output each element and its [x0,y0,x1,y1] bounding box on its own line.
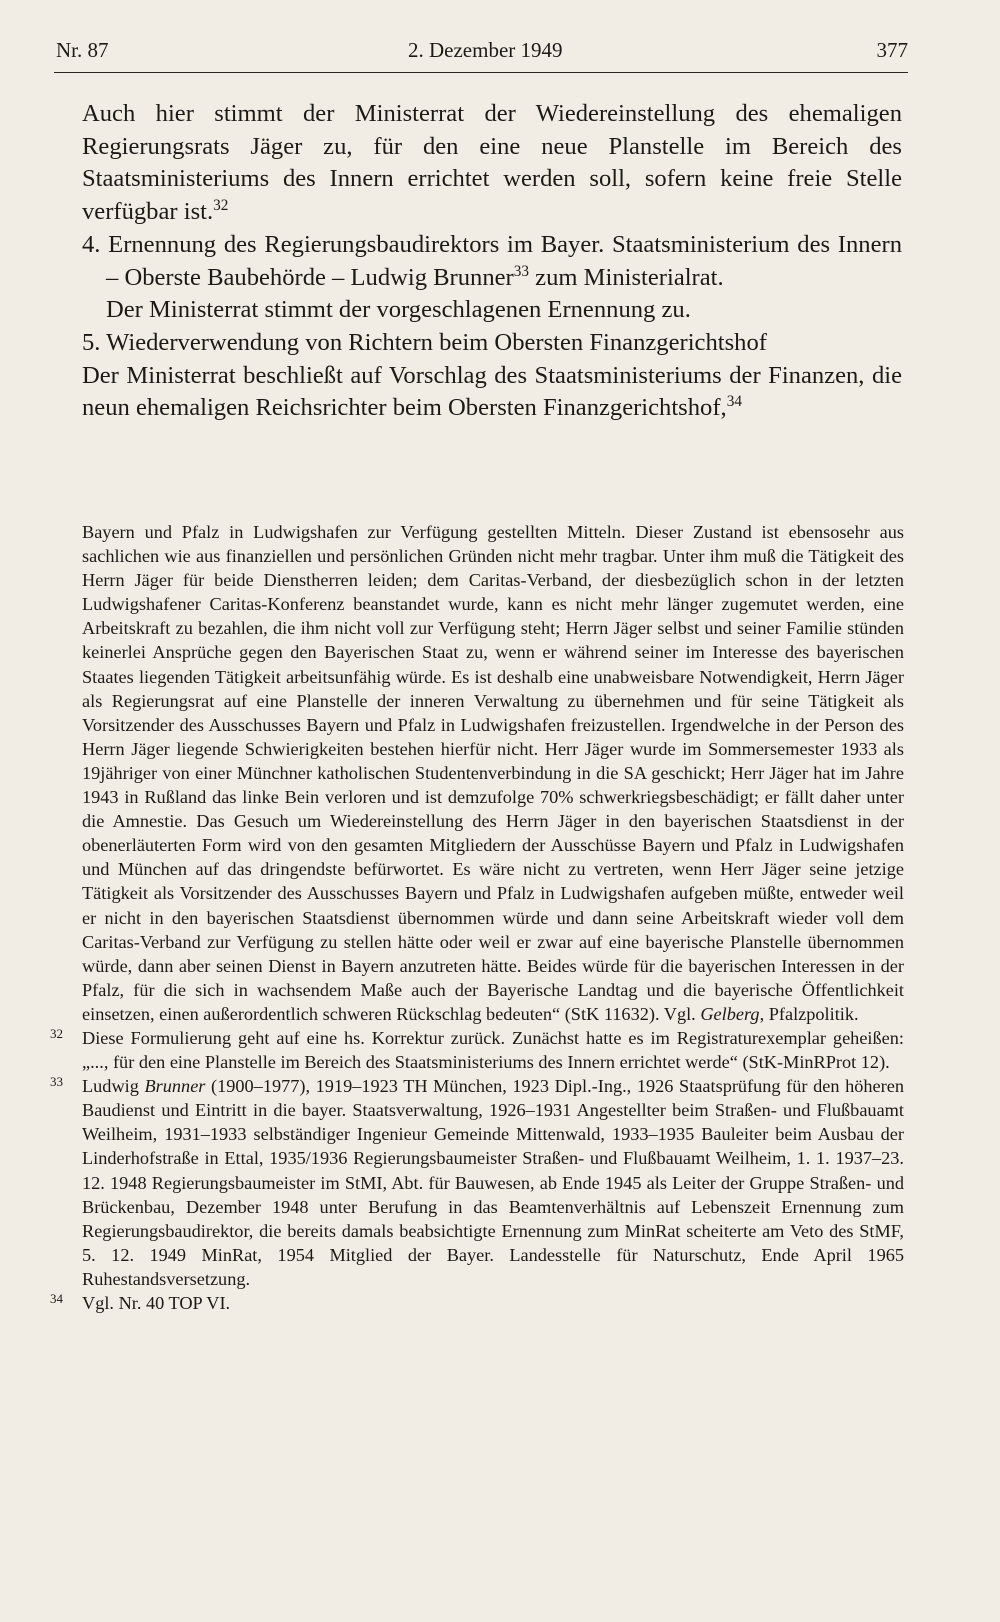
footnote-32: 32 Diese Formulierung geht auf eine hs. Korrektur zurück. Zunächst hatte es im Registraturexemplar geheißen: „..., für den eine Planstelle im Bereich des Staatsministeriums des Innern errichtet werde“ (StK-MinRProt 12). [82,1026,904,1074]
running-header [54,36,908,73]
agenda-item-4-text: Der Ministerrat stimmt der vorgeschlagenen Ernennung zu. [106,296,691,324]
footnote-ref-32[interactable]: 32 [213,196,229,214]
page-number: 377 [876,38,908,62]
agenda-item-5-heading: 5. Wiederverwendung von Richtern beim Obersten Finanzgerichtshof [82,328,767,356]
paragraph: Auch hier stimmt der Ministerrat der Wiedereinstellung des ehemaligen Regierungsrats Jäger zu, für den eine neue Planstelle im Bereich des Staatsministeriums des Innern errichtet werden soll, sofern keine freie Stelle verfügbar ist.$^{32}$ [82,100,902,226]
agenda-item-4-heading: 4. Ernennung des Regierungsbaudirektors im Bayer. Staatsministerium des Innern – Oberste Baubehörde – Ludwig Brunner$^{33}$ zum Ministerialrat. [82,230,902,291]
footnote-number: 32 [50,1025,63,1041]
footnote-number: 34 [50,1291,63,1306]
footnote-33: 33 Ludwig Brunner (1900–1977), 1919–1923 TH München, 1923 Dipl.-Ing., 1926 Staatsprüfung für den höheren Baudienst und Eintritt in die bayer. Staatsverwaltung, 1926–1931 Angestellter beim Straßen- und Flußbauamt Weilheim, 1931–1933 selbständiger Ingenieur Gemeinde Mittenwald, 1933–1935 Bauleiter beim Ausbau der Linderhofstraße in Ettal, 1935/1936 Regierungsbaumeister Straßen- und Flußbauamt Weilheim, 1. 1. 1937–23. 12. 1948 Regierungsbaumeister im StMI, Abt. für Bauwesen, ab Ende 1945 als Leiter der Gruppe Straßen- und Brückenbau, Dezember 1948 unter Berufung in das Beamtenverhältnis auf Lebenszeit Ernennung zum Regierungsbaudirektor, die bereits damals beabsichtigte Ernennung zum MinRat scheiterte am Veto des StMF, 5. 12. 1949 MinRat, 1954 Mitglied der Bayer. Landesstelle für Naturschutz, Ende April 1965 Ruhestandsversetzung. [82,1074,904,1291]
footnote-number: 33 [50,1074,63,1090]
footnote-continued: Bayern und Pfalz in Ludwigshafen zur Verfügung gestellten Mitteln. Dieser Zustand ist ebensosehr aus sachlichen wie aus finanziellen und persönlichen Gründen nicht mehr tragbar. Unter ihm muß die Tätigkeit des Herrn Jäger für beide Dienstherren leiden; dem Caritas-Verband, der diesbezüglich schon in der letzten Ludwigshafener Caritas-Konferenz beanstandet wurde, kann es nicht mehr länger zugemutet werden, eine Arbeitskraft zu bezahlen, die ihm nicht voll zur Verfügung steht; Herrn Jäger selbst und seiner Familie stünden keinerlei Ansprüche gegen den Bayerischen Staat zu, wenn er während seiner im Interesse des bayerischen Staates liegenden Tätigkeit arbeitsunfähig würde. Es ist deshalb eine unabweisbare Notwendigkeit, Herrn Jäger als Regierungsrat auf eine Planstelle der inneren Verwaltung zu übernehmen und für seine Tätigkeit als Vorsitzender des Ausschusses Bayern und Pfalz in Ludwigshafen freizustellen. Irgendwelche in der Person des Herrn Jäger liegende Schwierigkeiten bestehen hierfür nicht. Herr Jäger wurde im Sommersemester 1933 als 19jähriger von einer Münchner katholischen Studentenverbindung in die SA geschickt; Herr Jäger hat im Jahre 1943 in Rußland das linke Bein verloren und ist demzufolge 70% schwerkriegsbeschädigt; er fällt daher unter die Amnestie. Das Gesuch um Wiedereinstellung des Herrn Jäger in den bayerischen Staatsdienst in der obenerläuterten Form wird von den gesamten Mitgliedern der Ausschüsse Bayern und Pfalz in Ludwigshafen und München auf das dringendste befürwortet. Es wäre nicht zu vertreten, wenn Herr Jäger seine jetzige Tätigkeit als Vorsitzender des Ausschusses Bayern und Pfalz in Ludwigshafen aufgeben müßte, entweder weil er nicht in den bayerischen Staatsdienst übernommen würde und dann seine Arbeitskraft wieder voll dem Caritas-Verband zur Verfügung zu stellen hätte oder weil er zwar auf eine bayerische Planstelle übernommen würde, dann aber seinen Dienst in Bayern anzutreten hätte. Beides würde für die bayerischen Interessen in der Pfalz, für die sich in wachsendem Maße auch der Bayerische Landtag und die bayerische Öffentlichkeit einsetzen, einen außerordentlich schweren Rückschlag bedeuten“ (StK 11632). Vgl. Gelberg, Pfalzpolitik. [82,522,904,1024]
footnote-ref-34[interactable]: 34 [726,393,742,411]
main-text [82,98,902,425]
header-date: 2. Dezember 1949 [408,38,563,62]
footnote-34: 34 Vgl. Nr. 40 TOP VI. [82,1291,904,1315]
agenda-item-5-text: Der Ministerrat beschließt auf Vorschlag des Staatsministeriums der Finanzen, die neun ehemaligen Reichsrichter beim Obersten Finanzgerichtshof,$^{34}$ [82,361,902,422]
footnotes [50,520,904,1315]
issue-number: Nr. 87 [56,38,109,62]
footnote-ref-33[interactable]: 33 [513,262,529,280]
